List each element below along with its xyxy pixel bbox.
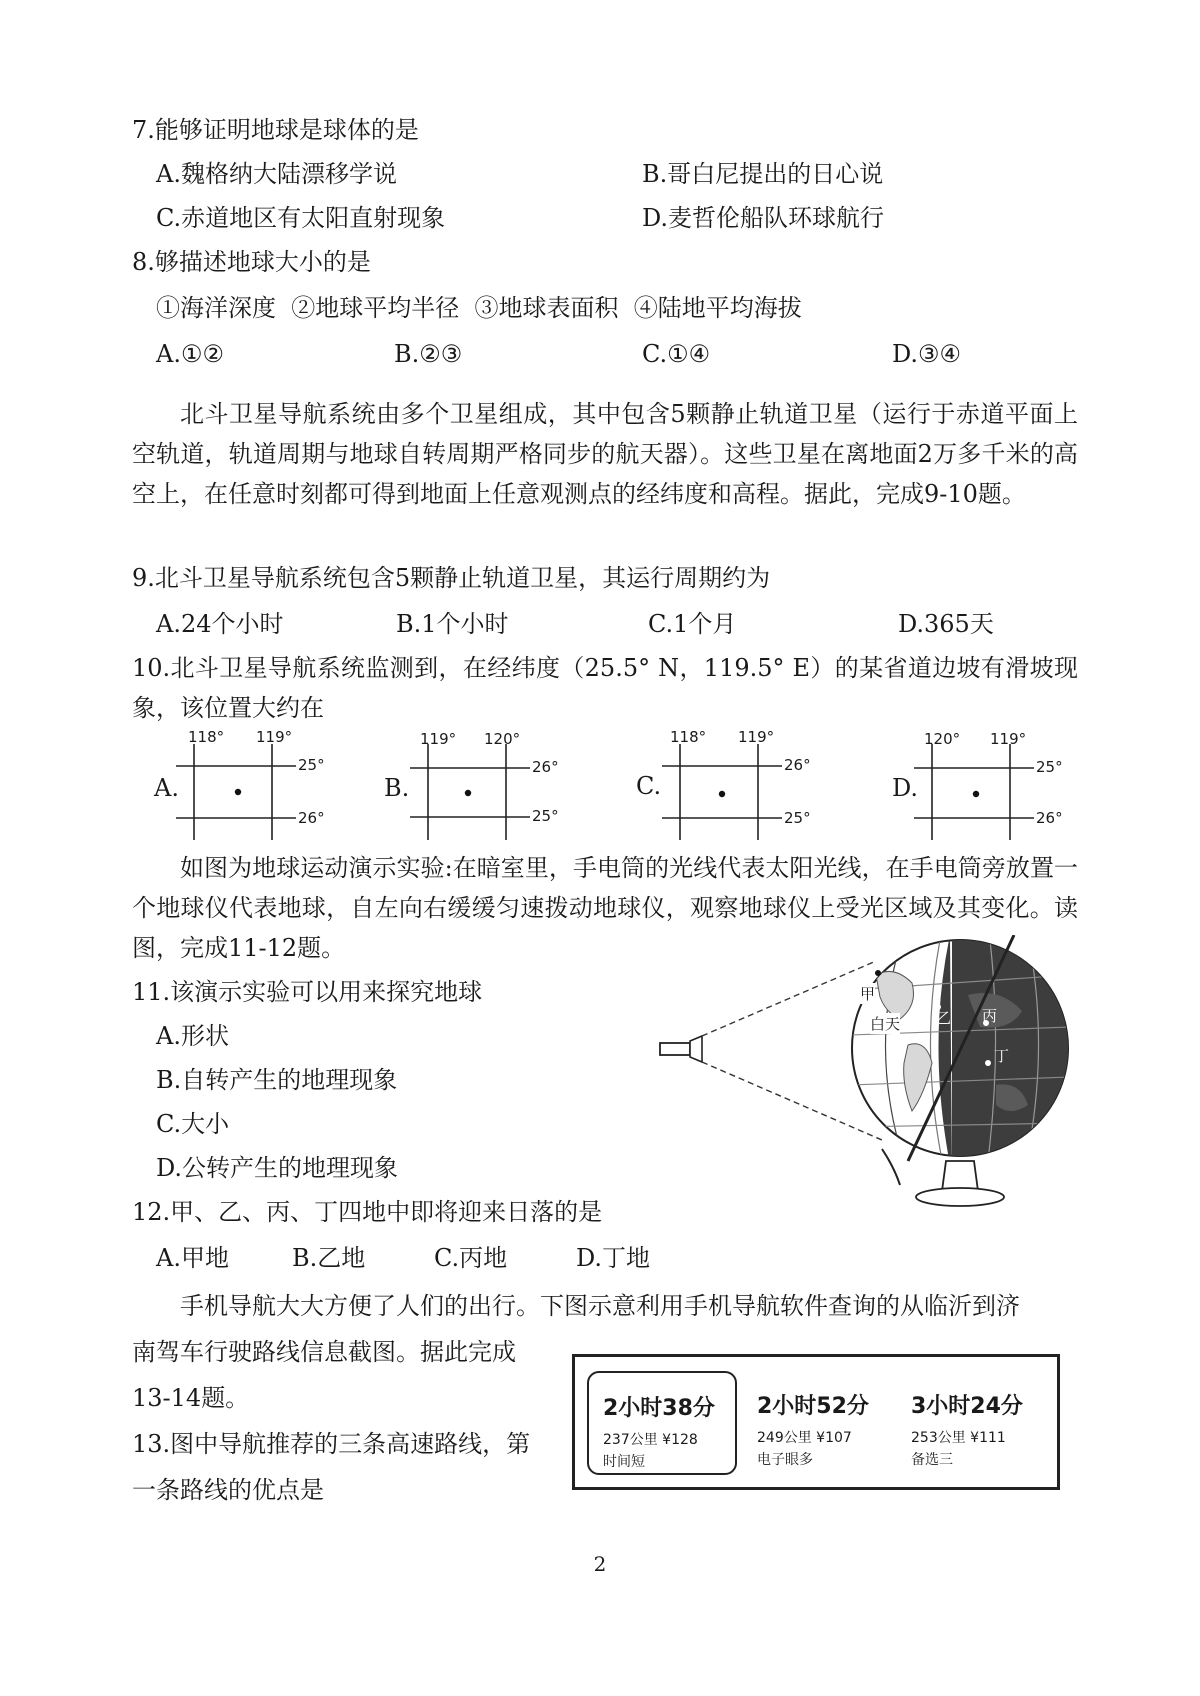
q10-grid-d [914, 744, 1034, 840]
route-option-1 [587, 1371, 737, 1475]
q11-option-d: D.公转产生的地理现象 [156, 1154, 399, 1182]
q8-stem: 8.够描述地球大小的是 [132, 248, 371, 276]
passage-navigation-line3: 13-14题。 [132, 1384, 250, 1412]
q12-option-a: A.甲地 [156, 1244, 229, 1272]
q10-a-lon-right: 119° [256, 728, 293, 746]
q12-option-b: B.乙地 [292, 1244, 366, 1272]
q10-c-lon-left: 118° [670, 728, 707, 746]
route-2-time: 2小时52分 [757, 1394, 869, 1419]
route-1-info: 237公里 ¥128 [603, 1432, 698, 1448]
q13-stem-line1: 13.图中导航推荐的三条高速路线，第 [132, 1430, 531, 1458]
q10-a-lat-top: 25° [298, 756, 325, 774]
q8-items: ①海洋深度 ②地球平均半径 ③地球表面积 ④陆地平均海拔 [156, 294, 802, 322]
q10-b-lon-right: 120° [484, 730, 521, 748]
q10-b-lon-left: 119° [420, 730, 457, 748]
q10-a-lon-left: 118° [188, 728, 225, 746]
route-3-info: 253公里 ¥111 [911, 1430, 1006, 1446]
q10-d-lat-top: 25° [1036, 758, 1063, 776]
globe-label-yi: 乙 [936, 1009, 952, 1027]
globe-experiment-figure [650, 935, 1070, 1215]
q8-option-b: B.②③ [394, 340, 463, 368]
q10-c-lat-top: 26° [784, 756, 811, 774]
route-2-info: 249公里 ¥107 [757, 1430, 852, 1446]
route-1-note: 时间短 [603, 1454, 645, 1470]
globe-label-jia: 甲 [860, 985, 876, 1003]
q7-stem: 7.能够证明地球是球体的是 [132, 116, 419, 144]
page-number: 2 [593, 1552, 607, 1576]
q9-option-c: C.1个月 [648, 610, 737, 638]
q12-stem: 12.甲、乙、丙、丁四地中即将迎来日落的是 [132, 1198, 603, 1226]
passage-beidou: 北斗卫星导航系统由多个卫星组成，其中包含5颗静止轨道卫星（运行于赤道平面上空轨道，轨道周期与地球自转周期严格同步的航天器）。这些卫星在离地面2万多千米的高空上，在任意时刻都可得到地面上任意观测点的经纬度和高程。据此，完成9-10题。 [132, 400, 1078, 508]
q9-option-d: D.365天 [898, 610, 994, 638]
flashlight-icon [660, 1043, 690, 1055]
q10-stem: 10.北斗卫星导航系统监测到，在经纬度（25.5° N，119.5° E）的某省道边坡有滑坡现象，该位置大约在 [132, 654, 1078, 722]
navigation-routes-screenshot [572, 1354, 1060, 1490]
q7-option-a: A.魏格纳大陆漂移学说 [156, 160, 397, 188]
passage-globe-experiment: 如图为地球运动演示实验:在暗室里，手电筒的光线代表太阳光线，在手电筒旁放置一个地球仪代表地球，自左向右缓缓匀速拨动地球仪，观察地球仪上受光区域及其变化。读图，完成11-12题。 [132, 854, 1078, 962]
q10-d-lat-bottom: 26° [1036, 809, 1063, 827]
globe-label-ding: 丁 [994, 1047, 1010, 1065]
q10-b-lat-bottom: 25° [532, 807, 559, 825]
q12-option-c: C.丙地 [434, 1244, 508, 1272]
globe-label-bing: 丙 [982, 1007, 998, 1025]
q10-d-lon-right: 119° [990, 730, 1027, 748]
q8-option-a: A.①② [156, 340, 224, 368]
route-3-time: 3小时24分 [911, 1394, 1023, 1419]
q10-option-a-letter: A. [154, 774, 179, 802]
q12-option-d: D.丁地 [576, 1244, 651, 1272]
q10-option-c-letter: C. [636, 772, 662, 800]
q10-c-lat-bottom: 25° [784, 809, 811, 827]
q10-b-lat-top: 26° [532, 758, 559, 776]
q13-stem-line2: 一条路线的优点是 [132, 1476, 324, 1504]
passage-navigation-line1: 手机导航大大方便了人们的出行。下图示意利用手机导航软件查询的从临沂到济 [180, 1292, 1020, 1320]
q11-stem: 11.该演示实验可以用来探究地球 [132, 978, 483, 1006]
passage-navigation-line2: 南驾车行驶路线信息截图。据此完成 [132, 1338, 516, 1366]
route-3-note: 备选三 [911, 1452, 953, 1468]
q10-d-lon-left: 120° [924, 730, 961, 748]
route-option-2 [743, 1371, 893, 1475]
q10-c-lon-right: 119° [738, 728, 775, 746]
q7-option-b: B.哥白尼提出的日心说 [642, 160, 884, 188]
globe-flashlight-illustration [650, 935, 1070, 1215]
route-1-time: 2小时38分 [603, 1396, 715, 1421]
q10-option-b-letter: B. [384, 774, 410, 802]
q7-option-d: D.麦哲伦船队环球航行 [642, 204, 885, 232]
q10-a-lat-bottom: 26° [298, 809, 325, 827]
q9-stem: 9.北斗卫星导航系统包含5颗静止轨道卫星，其运行周期约为 [132, 564, 771, 592]
q10-option-d-letter: D. [892, 774, 919, 802]
q9-option-a: A.24个小时 [156, 610, 284, 638]
route-2-note: 电子眼多 [757, 1452, 813, 1468]
q11-option-c: C.大小 [156, 1110, 230, 1138]
q8-option-d: D.③④ [892, 340, 962, 368]
globe-label-baitian: 白天 [870, 1015, 901, 1033]
q7-option-c: C.赤道地区有太阳直射现象 [156, 204, 446, 232]
q10-grid-b [410, 744, 530, 840]
q11-option-a: A.形状 [156, 1022, 229, 1050]
route-option-3 [897, 1371, 1047, 1475]
q10-grid-c [662, 744, 782, 840]
q10-grid-a [176, 744, 296, 840]
q9-option-b: B.1个小时 [396, 610, 509, 638]
q8-option-c: C.①④ [642, 340, 711, 368]
q11-option-b: B.自转产生的地理现象 [156, 1066, 398, 1094]
